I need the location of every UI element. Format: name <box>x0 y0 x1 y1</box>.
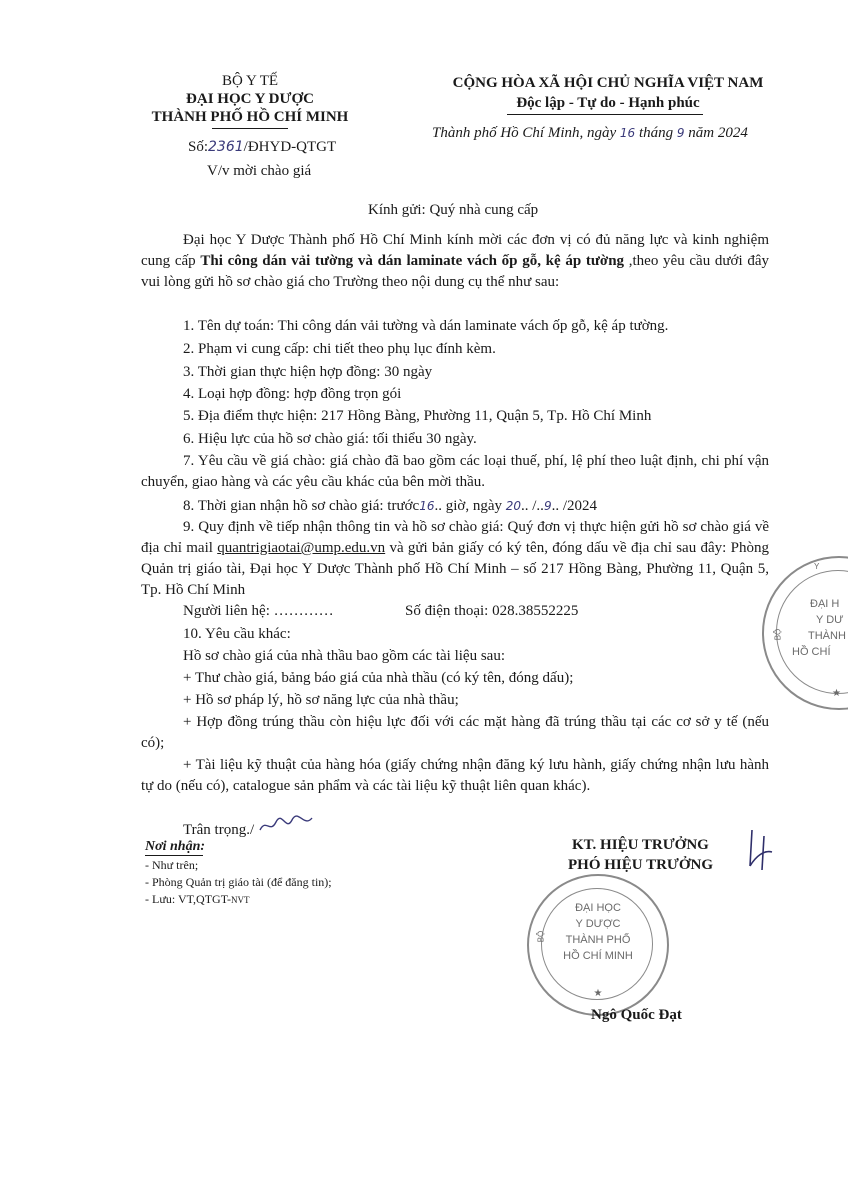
recipient-2: - Phòng Quản trị giáo tài (để đăng tin); <box>145 875 332 889</box>
item-9-email-link[interactable]: quantrigiaotai@ump.edu.vn <box>217 540 386 556</box>
university-name-line2: THÀNH PHỐ HỒ CHÍ MINH <box>151 109 349 125</box>
item-4: 4. Loại hợp đồng: hợp đồng trọn gói <box>183 386 402 402</box>
item-9 <box>141 517 769 601</box>
recipient-3-initials: NVT <box>230 895 250 905</box>
header-right-divider <box>507 114 703 115</box>
intro-bold: Thi công dán vải tường và dán laminate vách ốp gỗ, kệ áp tường <box>200 253 625 269</box>
item-8-month: 9 <box>543 499 552 513</box>
document-number-suffix: /ĐHYD-QTGT <box>243 139 337 155</box>
document-subject: V/v mời chào giá <box>207 163 312 179</box>
edge-seal-line-1: ĐẠI H <box>810 598 840 610</box>
edge-seal <box>762 556 848 710</box>
handwritten-signature <box>742 826 782 876</box>
document-number <box>188 138 336 156</box>
item-8-day: 20 <box>505 499 522 513</box>
country-name: CỘNG HÒA XÃ HỘI CHỦ NGHĨA VIỆT NAM <box>452 75 764 91</box>
header-left <box>150 72 350 126</box>
item-10-b: + Hồ sơ pháp lý, hồ sơ năng lực của nhà thầu; <box>183 692 459 708</box>
item-10-intro: Hồ sơ chào giá của nhà thầu bao gồm các tài liệu sau: <box>183 648 505 664</box>
edge-seal-side: BỘ <box>773 628 783 641</box>
item-8-prefix: 8. Thời gian nhận hồ sơ chào giá: trước <box>183 498 420 514</box>
edge-seal-line-3: THÀNH <box>808 630 846 642</box>
item-8-hour: 16 <box>419 499 435 513</box>
document-number-prefix: Số: <box>188 139 209 155</box>
official-seal-line-3: THÀNH PHỐ <box>565 934 631 946</box>
item-1: 1. Tên dự toán: Thi công dán vải tường và dán laminate vách ốp gỗ, kệ áp tường. <box>183 318 669 334</box>
edge-seal-star-icon: ★ <box>832 688 841 699</box>
item-9-text-2: và gửi bản giấy có ký tên, đóng dấu về địa chỉ sau đây: Phòng Quản trị giáo tài, Đại học Y Dược Thành phố Hồ Chí Minh – số 217 Hồng Bàng, Phường 11, Quận 5, Tp. Hồ Chí Minh <box>141 540 769 598</box>
item-10: 10. Yêu cầu khác: <box>183 626 291 642</box>
item-7: 7. Yêu cầu về giá chào: giá chào đã bao gồm các loại thuế, phí, lệ phí theo luật định, chi phí vận chuyển, giao hàng và các yêu cầu khác của bên mời thầu. <box>141 453 769 490</box>
official-seal-star-icon: ★ <box>593 988 603 999</box>
item-8-mid: .. giờ, ngày <box>434 498 502 514</box>
contact-phone: Số điện thoại: 028.38552225 <box>405 603 579 619</box>
item-9-text-1: 9. Quy định về tiếp nhận thông tin và hồ sơ chào giá: Quý đơn vị thực hiện gửi hồ sơ chào giá về địa chỉ mail <box>141 519 769 556</box>
signer-name: Ngô Quốc Đạt <box>591 1007 682 1023</box>
header-left-divider <box>212 128 288 129</box>
date-suffix: năm 2024 <box>688 125 748 141</box>
date-mid: tháng <box>638 125 674 141</box>
contact-person: Người liên hệ: ………… <box>183 603 334 619</box>
university-name-line1: ĐẠI HỌC Y DƯỢC <box>186 91 314 107</box>
item-10-c: + Hợp đồng trúng thầu còn hiệu lực đối với các mặt hàng đã trúng thầu tại các cơ sở y tế (nếu có); <box>141 714 769 751</box>
recipient-3-text: - Lưu: VT,QTGT- <box>145 892 231 906</box>
edge-seal-line-4: HỒ CHÍ <box>792 646 831 658</box>
national-motto: Độc lập - Tự do - Hạnh phúc <box>516 95 700 111</box>
official-seal-line-1: ĐẠI HỌC <box>575 902 621 914</box>
recipients-title-underline <box>145 855 203 856</box>
initial-signature <box>258 812 314 836</box>
edge-seal-line-2: Y DƯ <box>816 614 844 626</box>
date-month: 9 <box>676 126 685 140</box>
item-8 <box>183 496 597 517</box>
date-line <box>432 124 748 142</box>
ministry-name: BỘ Y TẾ <box>221 73 279 89</box>
signature-title-2: PHÓ HIỆU TRƯỞNG <box>568 857 714 873</box>
item-3: 3. Thời gian thực hiện hợp đồng: 30 ngày <box>183 364 433 380</box>
item-2: 2. Phạm vi cung cấp: chi tiết theo phụ lục đính kèm. <box>183 341 496 357</box>
item-5: 5. Địa điểm thực hiện: 217 Hồng Bàng, Phường 11, Quận 5, Tp. Hồ Chí Minh <box>183 408 652 424</box>
date-prefix: Thành phố Hồ Chí Minh, ngày <box>432 125 617 141</box>
intro-text-1: Đại học Y Dược Thành phố Hồ Chí Minh kính mời các đơn vị có đủ năng lực và kinh nghiệm cung cấp <box>141 232 769 269</box>
signature-title-1: KT. HIỆU TRƯỞNG <box>572 837 709 853</box>
item-8-suffix: .. /2024 <box>551 498 597 514</box>
salutation: Kính gửi: Quý nhà cung cấp <box>368 202 539 218</box>
intro-paragraph <box>141 230 769 293</box>
recipient-3 <box>145 891 249 908</box>
item-10-a: + Thư chào giá, bảng báo giá của nhà thầu (có ký tên, đóng dấu); <box>183 670 574 686</box>
edge-seal-top: Y <box>814 562 820 571</box>
closing: Trân trọng./ <box>183 822 255 838</box>
intro-text-2: ,theo yêu cầu dưới đây vui lòng gửi hồ sơ chào giá cho Trường theo nội dung cụ thể như sau: <box>141 253 769 290</box>
official-seal-side: BỘ <box>536 930 546 943</box>
item-10-d: + Tài liệu kỹ thuật của hàng hóa (giấy chứng nhận đăng ký lưu hành, giấy chứng nhận lưu hành tự do (nếu có), catalogue sản phẩm và các tài liệu kỹ thuật liên quan khác). <box>141 757 769 794</box>
item-6: 6. Hiệu lực của hồ sơ chào giá: tối thiểu 30 ngày. <box>183 431 477 447</box>
item-8-sep: .. /.. <box>521 498 544 514</box>
official-seal-line-4: HỒ CHÍ MINH <box>563 950 633 962</box>
date-day: 16 <box>619 126 636 140</box>
official-seal-line-2: Y DƯỢC <box>575 918 621 930</box>
document-number-handwritten: 2361 <box>208 139 244 155</box>
recipients-title: Nơi nhận: <box>145 839 206 854</box>
recipient-1: - Như trên; <box>145 858 199 872</box>
official-seal <box>527 874 669 1016</box>
